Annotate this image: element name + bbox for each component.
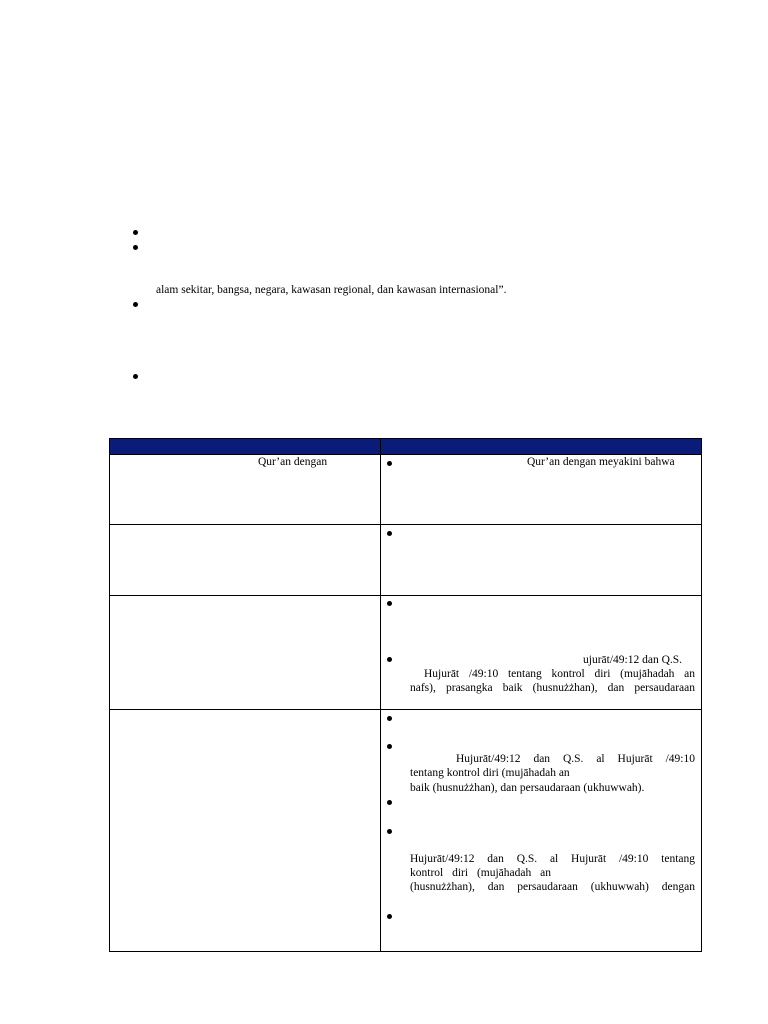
row3-bullet-1: [387, 601, 392, 606]
row4-bullet-2: [387, 744, 392, 749]
row4-b4-line3: (husnużżhan), dan persaudaraan (ukhuwwah) dengan: [410, 881, 695, 893]
row4-b2-line3: baik (husnużżhan), dan persaudaraan (ukhuwwah).: [410, 782, 645, 794]
row4-b4-line2: kontrol diri (mujāhadah an: [410, 867, 551, 879]
intro-bullet-4: [133, 374, 138, 379]
row1-left-text: Qur’an dengan: [258, 456, 328, 468]
intro-bullet-2-text: alam sekitar, bangsa, negara, kawasan regional, dan kawasan internasional”.: [156, 284, 507, 296]
row3-b2-line3: nafs), prasangka baik (husnużżhan), dan persaudaraan: [410, 682, 695, 694]
column-divider: [380, 439, 381, 951]
row4-bullet-3: [387, 800, 392, 805]
row4-b4-line1: Hujurāt/49:12 dan Q.S. al Hujurāt /49:10 tentang: [410, 853, 695, 865]
row1-right-text: Qur’an dengan meyakini bahwa: [527, 456, 675, 468]
row3-b2-line1: ujurāt/49:12 dan Q.S.: [583, 654, 683, 666]
row-divider-3: [110, 709, 701, 710]
row4-b2-line1: Hujurāt/49:12 dan Q.S. al Hujurāt /49:10: [456, 753, 695, 765]
row4-bullet-1: [387, 716, 392, 721]
row4-b2-line2: tentang kontrol diri (mujāhadah an: [410, 767, 570, 779]
row2-bullet-1: [387, 531, 392, 536]
row3-bullet-2: [387, 657, 392, 662]
row4-bullet-5: [387, 914, 392, 919]
row-divider-1: [110, 524, 701, 525]
row-divider-2: [110, 595, 701, 596]
intro-bullet-3: [133, 302, 138, 307]
competency-table: [109, 438, 702, 952]
intro-bullet-1: [133, 230, 138, 235]
row3-b2-line2: Hujurāt /49:10 tentang kontrol diri (mujāhadah an: [424, 668, 695, 680]
intro-bullet-2: [133, 245, 138, 250]
row1-bullet-1: [387, 461, 392, 466]
row4-bullet-4: [387, 829, 392, 834]
table-header: [110, 439, 701, 454]
